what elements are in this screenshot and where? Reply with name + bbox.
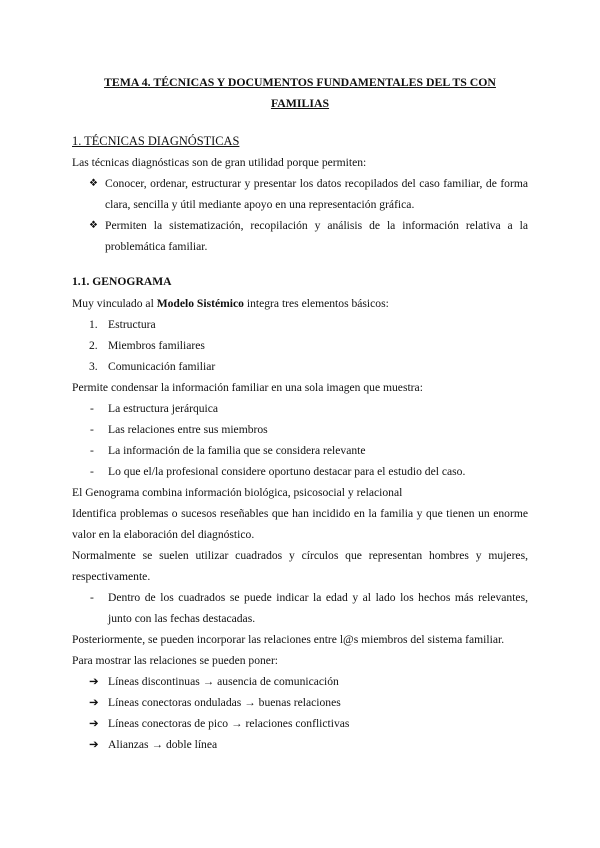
document-body <box>72 130 528 755</box>
list-item-text: Lo que el/la profesional considere oportuno destacar para el estudio del caso. <box>108 465 466 478</box>
list-item <box>72 173 528 215</box>
arrow-bullet-icon: ➔ <box>89 717 99 730</box>
intro-bold-term: Modelo Sistémico <box>156 297 244 310</box>
list-number: 1. <box>89 318 98 331</box>
list-item-text: Comunicación familiar <box>108 360 216 373</box>
list-item <box>72 692 528 713</box>
numbered-list <box>72 314 528 377</box>
list-item-text: Las relaciones entre sus miembros <box>108 423 268 436</box>
list-item-text: Miembros familiares <box>108 339 205 352</box>
list-item-text: Estructura <box>108 318 156 331</box>
list-item <box>72 335 528 356</box>
list-item-text: La información de la familia que se considera relevante <box>108 444 366 457</box>
section-1-intro: Las técnicas diagnósticas son de gran utilidad porque permiten: <box>72 156 367 169</box>
list-item-text: La estructura jerárquica <box>108 402 219 415</box>
list-number: 2. <box>89 339 98 352</box>
title-line-2: FAMILIAS <box>270 96 330 110</box>
list-number: 3. <box>89 360 98 373</box>
section-1-bullet-list <box>72 173 528 257</box>
list-item-text: Permiten la sistematización, recopilación y análisis de la información relativa a la problemática familiar. <box>105 219 528 253</box>
list-item <box>72 734 528 755</box>
genogram-intro <box>72 293 528 314</box>
arrow-list <box>72 671 528 755</box>
list-item <box>72 314 528 335</box>
dash-marker: - <box>90 402 94 415</box>
arrow-bullet-icon: ➔ <box>89 696 99 709</box>
dash-marker: - <box>90 465 94 478</box>
diamond-bullet-icon: ❖ <box>89 220 98 231</box>
title-line-1: TEMA 4. TÉCNICAS Y DOCUMENTOS FUNDAMENTALES DEL TS CON <box>104 75 496 89</box>
section-1-heading: 1. TÉCNICAS DIAGNÓSTICAS <box>72 134 240 148</box>
squares-dash-list <box>72 587 528 629</box>
list-item-text: Líneas conectoras de pico → relaciones conflictivas <box>108 717 350 730</box>
later-paragraph: Posteriormente, se pueden incorporar las relaciones entre l@s miembros del sistema familiar. <box>72 633 505 646</box>
dash-marker: - <box>90 444 94 457</box>
combines-paragraph: El Genograma combina información biológica, psicosocial y relacional <box>72 486 403 499</box>
list-item-text: Dentro de los cuadrados se puede indicar la edad y al lado los hechos más relevantes, junto con las fechas destacadas. <box>108 591 528 625</box>
list-item <box>72 713 528 734</box>
list-item-text: Alianzas → doble línea <box>108 738 218 751</box>
list-item <box>72 398 528 419</box>
relations-intro: Para mostrar las relaciones se pueden poner: <box>72 654 279 667</box>
dash-marker: - <box>90 423 94 436</box>
list-item-text: Conocer, ordenar, estructurar y presentar los datos recopilados del caso familiar, de forma clara, sencilla y útil mediante apoyo en una representación gráfica. <box>105 177 528 211</box>
shapes-paragraph: Normalmente se suelen utilizar cuadrados y círculos que representan hombres y mujeres, respectivamente. <box>72 549 528 583</box>
identifies-paragraph: Identifica problemas o sucesos reseñables que han incidido en la familia y que tienen un enorme valor en la elaboración del diagnóstico. <box>72 507 528 541</box>
list-item-text: Líneas conectoras onduladas → buenas relaciones <box>108 696 341 709</box>
dash-list <box>72 398 528 482</box>
list-item <box>72 671 528 692</box>
list-item <box>72 356 528 377</box>
condense-intro: Permite condensar la información familiar en una sola imagen que muestra: <box>72 381 423 394</box>
dash-marker: - <box>90 591 94 604</box>
list-item <box>72 587 528 629</box>
list-item <box>72 440 528 461</box>
section-1-1-heading: 1.1. GENOGRAMA <box>72 275 172 288</box>
list-item-text: Líneas discontinuas → ausencia de comunicación <box>108 675 339 688</box>
list-item <box>72 419 528 440</box>
document-title <box>72 72 528 114</box>
intro-prefix: Muy vinculado al <box>72 297 157 310</box>
arrow-bullet-icon: ➔ <box>89 675 99 688</box>
intro-suffix: integra tres elementos básicos: <box>243 297 389 310</box>
list-item <box>72 215 528 257</box>
arrow-bullet-icon: ➔ <box>89 738 99 751</box>
list-item <box>72 461 528 482</box>
diamond-bullet-icon: ❖ <box>89 178 98 189</box>
